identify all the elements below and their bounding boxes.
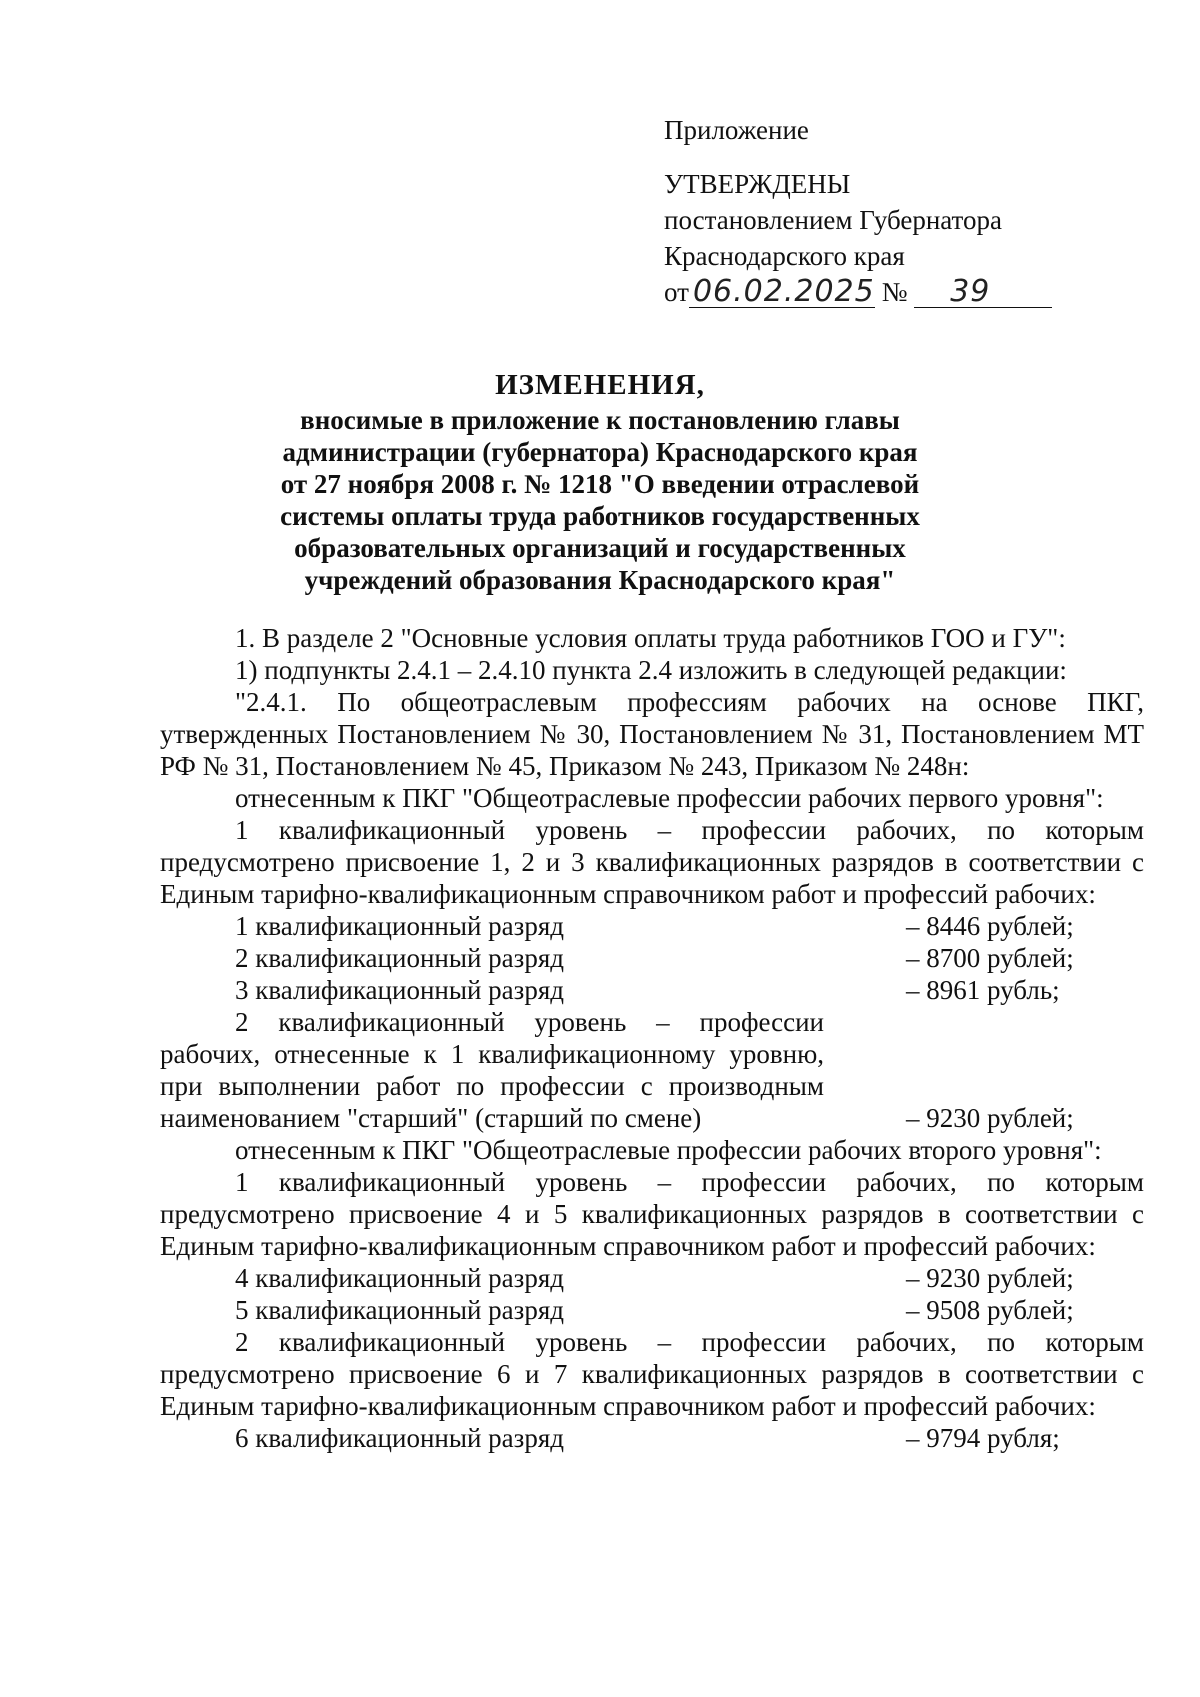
- paragraph-qual-level-2: 2 квалификационный уровень – профессии рабочих, отнесенные к 1 квалификационному уровню, при выполнении работ по профессии с производным наименованием "старший" (старший по смене): [160, 1007, 824, 1133]
- salary-row: [160, 942, 1144, 974]
- from-prefix: от: [664, 277, 689, 307]
- approved-region-label: Краснодарского края: [664, 241, 905, 271]
- title-line: образовательных организаций и государственных: [294, 533, 906, 563]
- salary-row-senior: [160, 1006, 1144, 1134]
- salary-row: [160, 1422, 1144, 1454]
- salary-row-label: 1 квалификационный разряд: [235, 911, 564, 941]
- approval-block: [664, 112, 1084, 310]
- paragraph-subitems: 1) подпункты 2.4.1 – 2.4.10 пункта 2.4 изложить в следующей редакции:: [235, 655, 1067, 685]
- salary-row-amount: – 9230 рублей;: [906, 1103, 1074, 1133]
- document-title: ИЗМЕНЕНИЯ,: [495, 369, 705, 401]
- resolution-date-number-line: [664, 274, 1084, 310]
- salary-row-amount: – 9230 рублей;: [906, 1263, 1074, 1293]
- handwritten-number: 39: [914, 277, 1052, 308]
- approved-by-label: постановлением Губернатора: [664, 205, 1002, 235]
- document-body: [160, 622, 1144, 1454]
- title-line: от 27 ноября 2008 г. № 1218 "О введении отраслевой: [280, 469, 920, 499]
- paragraph-section-2: 1. В разделе 2 "Основные условия оплаты труда работников ГОО и ГУ":: [235, 623, 1066, 653]
- title-line: вносимые в приложение к постановлению главы: [300, 405, 900, 435]
- salary-row-label: 5 квалификационный разряд: [235, 1295, 564, 1325]
- salary-row: [160, 910, 1144, 942]
- salary-row-amount: – 8961 рубль;: [906, 975, 1060, 1005]
- salary-row-label: 2 квалификационный разряд: [235, 943, 564, 973]
- appendix-label: Приложение: [664, 115, 809, 145]
- salary-row-amount: – 9794 рубля;: [906, 1423, 1060, 1453]
- paragraph-qual-level-1: 1 квалификационный уровень – профессии рабочих, по которым предусмотрено присвоение 1, 2 и 3 квалификационных разрядов в соответствии с Единым тарифно-квалификационным справочником работ и профессий рабочих:: [160, 815, 1144, 909]
- salary-row-label: 6 квалификационный разряд: [235, 1423, 564, 1453]
- salary-row-label: 3 квалификационный разряд: [235, 975, 564, 1005]
- handwritten-date: 06.02.2025: [689, 277, 875, 308]
- paragraph-qual-level-2-second: 2 квалификационный уровень – профессии рабочих, по которым предусмотрено присвоение 6 и 7 квалификационных разрядов в соответствии с Единым тарифно-квалификационным справочником работ и профессий рабочих:: [160, 1327, 1144, 1421]
- title-line: системы оплаты труда работников государственных: [280, 501, 920, 531]
- salary-row-amount: – 9508 рублей;: [906, 1295, 1074, 1325]
- approved-label: УТВЕРЖДЕНЫ: [664, 169, 851, 199]
- title-line: администрации (губернатора) Краснодарского края: [282, 437, 918, 467]
- document-title-block: [200, 366, 1000, 596]
- number-prefix: №: [881, 277, 908, 307]
- salary-row-amount: – 8700 рублей;: [906, 943, 1074, 973]
- salary-row-label: 4 квалификационный разряд: [235, 1263, 564, 1293]
- title-line: учреждений образования Краснодарского края": [304, 565, 896, 595]
- paragraph-pkg-level-1: отнесенным к ПКГ "Общеотраслевые профессии рабочих первого уровня":: [235, 783, 1104, 813]
- salary-row: [160, 974, 1144, 1006]
- paragraph-2-4-1: "2.4.1. По общеотраслевым профессиям рабочих на основе ПКГ, утвержденных Постановлением № 30, Постановлением № 31, Постановлением МТ РФ № 31, Постановлением № 45, Приказом № 243, Приказом № 248н:: [160, 687, 1144, 781]
- salary-row: [160, 1262, 1144, 1294]
- salary-row: [160, 1294, 1144, 1326]
- salary-row-amount: – 8446 рублей;: [906, 911, 1074, 941]
- paragraph-qual-level-1-second: 1 квалификационный уровень – профессии рабочих, по которым предусмотрено присвоение 4 и 5 квалификационных разрядов в соответствии с Единым тарифно-квалификационным справочником работ и профессий рабочих:: [160, 1167, 1144, 1261]
- paragraph-pkg-level-2: отнесенным к ПКГ "Общеотраслевые профессии рабочих второго уровня":: [235, 1135, 1102, 1165]
